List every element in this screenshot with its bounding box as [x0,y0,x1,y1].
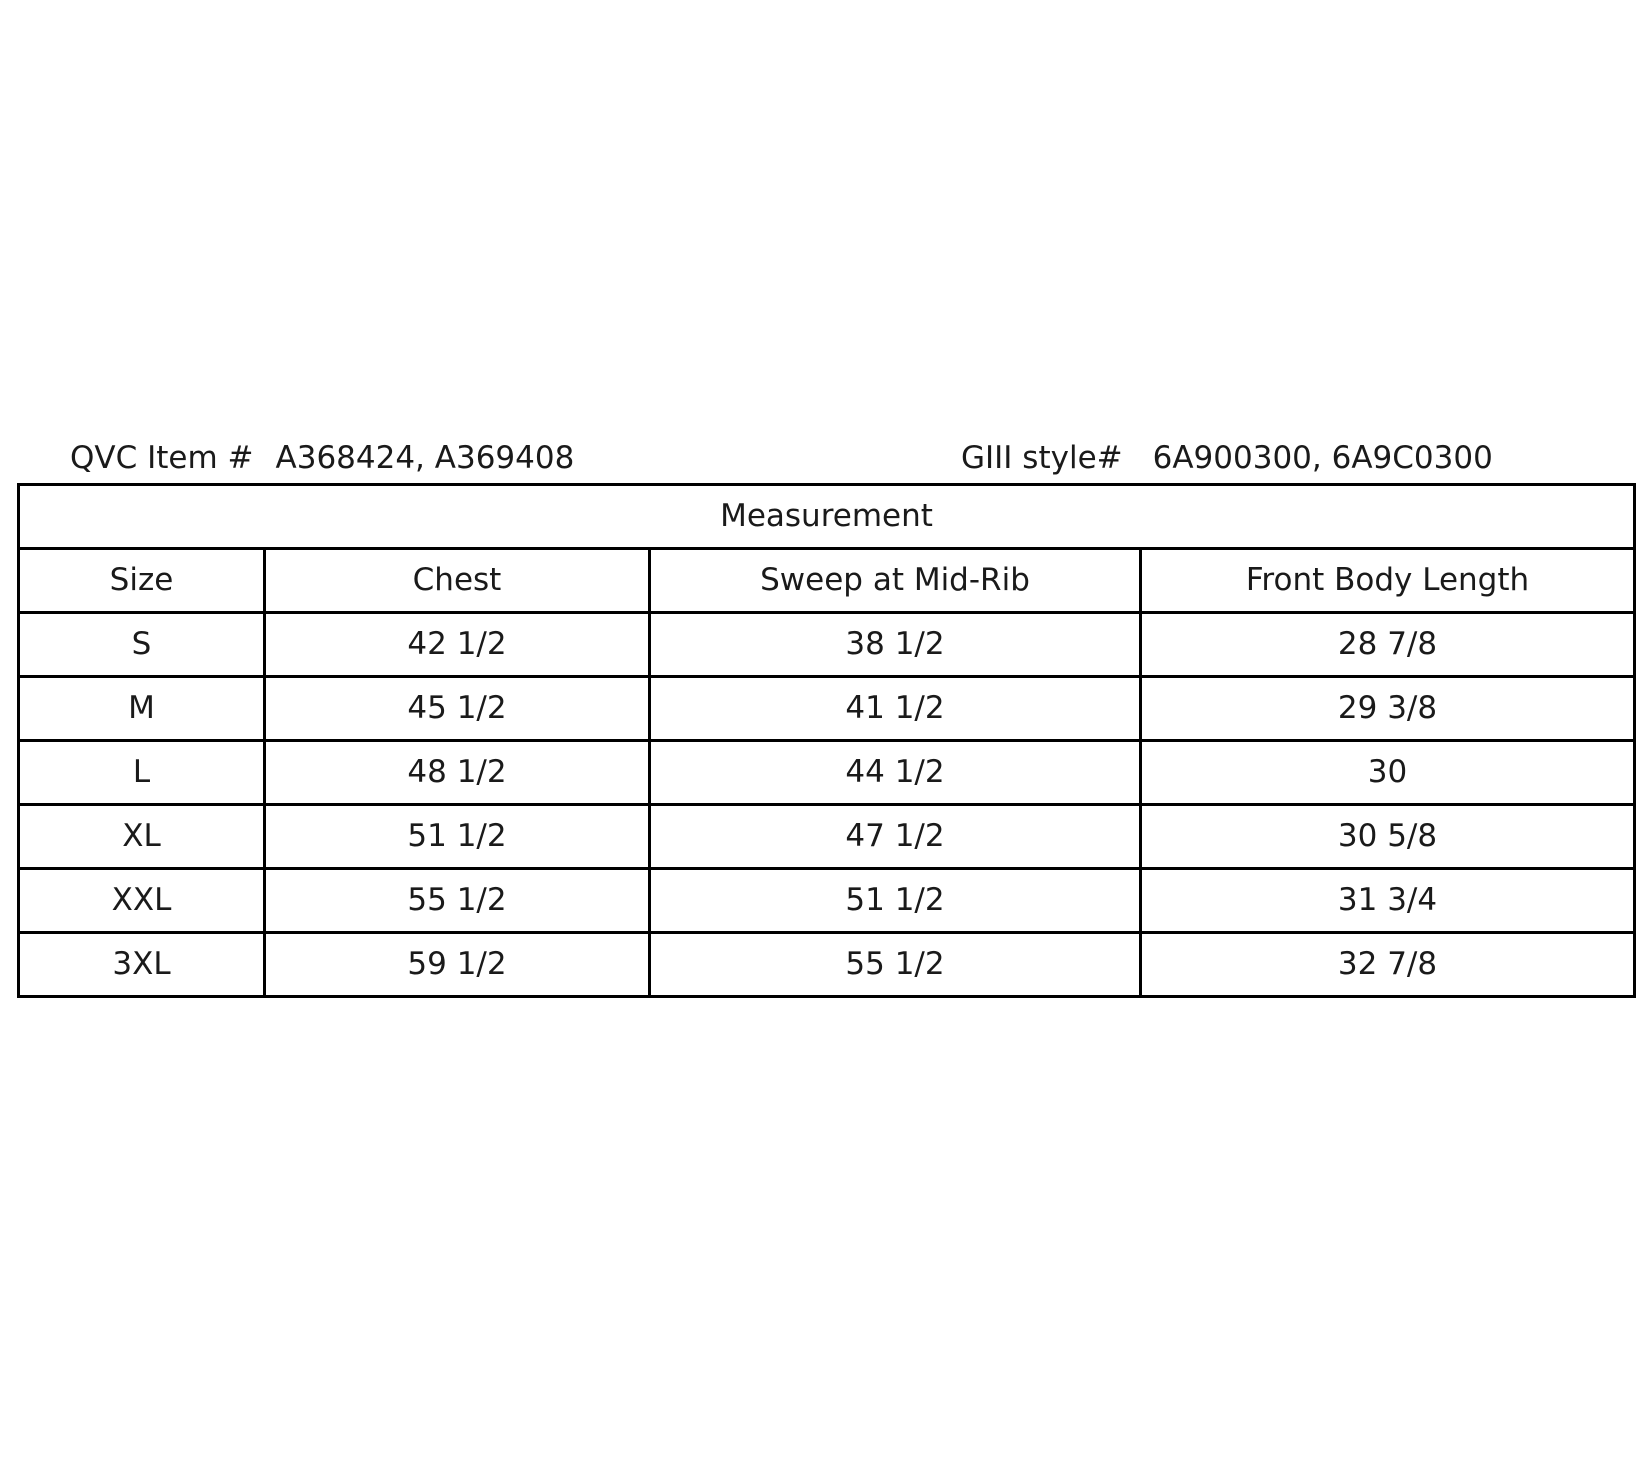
column-header-front-length: Front Body Length [1141,549,1635,613]
cell-sweep: 44 1/2 [650,741,1141,805]
cell-chest: 59 1/2 [265,933,650,997]
column-header-chest: Chest [265,549,650,613]
table-row [19,869,1635,933]
cell-size: 3XL [19,933,265,997]
cell-chest: 48 1/2 [265,741,650,805]
table-title: Measurement [19,485,1635,549]
cell-sweep: 55 1/2 [650,933,1141,997]
size-chart-table [17,483,1636,998]
cell-sweep: 51 1/2 [650,869,1141,933]
cell-front-length: 29 3/8 [1141,677,1635,741]
style-number-line [961,436,1493,480]
cell-size: XXL [19,869,265,933]
cell-front-length: 31 3/4 [1141,869,1635,933]
cell-chest: 51 1/2 [265,805,650,869]
table-header-row [19,549,1635,613]
cell-chest: 42 1/2 [265,613,650,677]
cell-front-length: 32 7/8 [1141,933,1635,997]
qvc-item-label: QVC Item # [70,440,254,476]
cell-front-length: 28 7/8 [1141,613,1635,677]
cell-chest: 45 1/2 [265,677,650,741]
cell-sweep: 41 1/2 [650,677,1141,741]
qvc-item-numbers: A368424, A369408 [275,440,575,476]
cell-size: L [19,741,265,805]
cell-sweep: 47 1/2 [650,805,1141,869]
column-header-size: Size [19,549,265,613]
table-row [19,933,1635,997]
column-header-sweep: Sweep at Mid-Rib [650,549,1141,613]
table-row [19,741,1635,805]
table-row [19,613,1635,677]
cell-chest: 55 1/2 [265,869,650,933]
cell-size: M [19,677,265,741]
cell-size: S [19,613,265,677]
cell-sweep: 38 1/2 [650,613,1141,677]
style-label: GIII style# [961,440,1123,476]
cell-front-length: 30 [1141,741,1635,805]
cell-size: XL [19,805,265,869]
table-row [19,677,1635,741]
table-row [19,805,1635,869]
cell-front-length: 30 5/8 [1141,805,1635,869]
table-title-row [19,485,1635,549]
style-numbers: 6A900300, 6A9C0300 [1152,440,1493,476]
qvc-item-line [70,436,574,480]
